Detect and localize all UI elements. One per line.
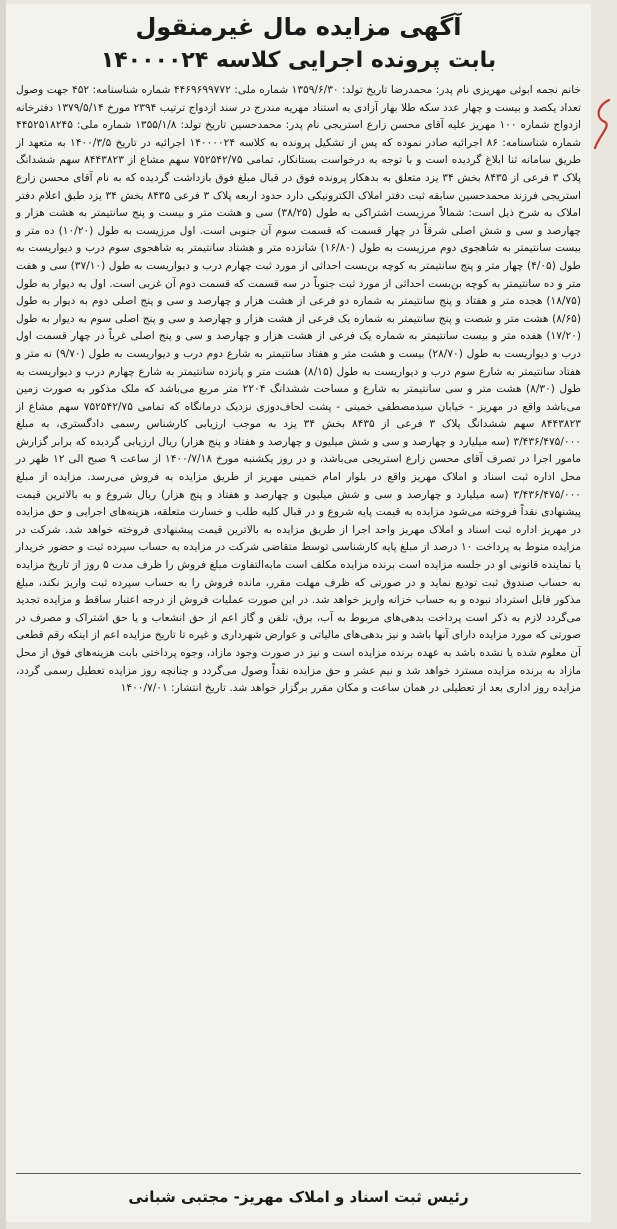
notice-sheet bbox=[6, 4, 591, 1222]
notice-body bbox=[16, 82, 581, 698]
red-pen-mark-icon bbox=[591, 96, 613, 156]
notice-subtitle: بابت پرونده اجرایی کلاسه ۱۴۰۰۰۰۲۴ bbox=[100, 48, 497, 73]
notice-title: آگهی مزایده مال غیرمنقول bbox=[135, 13, 462, 41]
signature-divider bbox=[16, 1173, 581, 1174]
notice-signature: رئیس ثبت اسناد و املاک مهریز- مجتبی شبانی bbox=[128, 1188, 469, 1206]
notice-paragraph: خانم نجمه ابوئی مهریزی نام پدر: محمدرضا تاریخ تولد: ۱۳۵۹/۶/۳۰ شماره ملی: ۴۴۶۹۶۹۹۷۷۲ شماره شناسنامه: ۴۵۲ جهت وصول تعداد یکصد و بیست و چهار عدد سکه طلا بهار آزادی به استناد مهریه مندرج در سند ازدواج ترتیب ۲۳۹۴ مورخ ۱۳۷۹/۵/۱۴ دفترخانه ازدواج شماره ۱۰۰ مهریز علیه آقای محسن زارع استریجی نام پدر: محمدحسین تاریخ تولد: ۱۳۵۵/۱/۸ شماره ملی: ۴۴۵۲۵۱۸۲۴۵ شماره شناسنامه: ۸۶ اجرائیه صادر نموده که پس از تشکیل پرونده به کلاسه ۱۴۰۰۰۰۲۴ اجرائیه در تاریخ ۱۴۰۰/۳/۵ به متعهد از طریق سامانه ثنا ابلاغ گردیده است و با توجه به درخواست بستانکار، تمامی ۷۵۲۵۴۲/۷۵ سهم مشاع از ۸۴۴۳۸۲۳ سهم ششدانگ پلاک ۳ فرعی از ۸۴۳۵ بخش ۳۴ یزد متعلق به بدهکار پرونده فوق در قبال مبلغ فوق بازداشت گردیده که به نام آقای محسن زارع استریجی فرزند محمدحسین سابقه ثبت دفتر املاک الکترونیکی دارد حدود اربعه پلاک ۳ فرعی ۸۴۳۵ بخش ۳۴ یزد طبق اعلام دفتر املاک به شرح ذیل است: شمالاً مرزیست اشتراکی به طول (۳۸/۲۵) سی و هشت متر و بیست و پنج سانتیمتر به هشت هزار و چهارصد و سی و شش اصلی شرقاً در چهار قسمت که قسمت سوم آن جنوبی است. اول مرزیست به طول (۱۰/۲۰) ده متر و بیست سانتیمتر به شاهجوی دوم مرزیست به طول (۱۶/۸۰) شانزده متر و هشتاد سانتیمتر به شاهجوی سوم درب و دیواریست به طول (۴/۰۵) چهار متر و پنج سانتیمتر به کوچه بن‌بست احداثی از مورد ثبت چهارم درب و دیواریست به طول (۳۷/۱۰) سی و هفت متر و ده سانتیمتر به کوچه بن‌بست احداثی از مورد ثبت جنوباً در سه قسمت که قسمت دوم آن غربی است. اول به دیوار به طول (۱۸/۷۵) هجده متر و هفتاد و پنج سانتیمتر به شماره دو فرعی از هشت هزار و چهارصد و سی و پنج اصلی دوم به دیوار به طول (۸/۶۵) هشت متر و شصت و پنج سانتیمتر به شماره یک فرعی از هشت هزار و چهارصد و سی و پنج اصلی سوم به دیوار به طول (۱۷/۲۰) هفده متر و بیست سانتیمتر به شماره یک فرعی از هشت هزار و چهارصد و سی و پنج اصلی غرباً در چهار قسمت اول درب و دیواریست به طول (۲۸/۷۰) بیست و هشت متر و هفتاد سانتیمتر به شارع دوم درب و دیواریست به طول (۹/۷۰) نه متر و هفتاد سانتیمتر به شارع سوم درب و دیواریست به طول (۸/۱۵) هشت متر و پانزده سانتیمتر به شارع چهارم درب و دیواریست به طول (۸/۳۰) هشت متر و سی سانتیمتر به شارع و مساحت ششدانگ ۲۲۰۴ متر مربع می‌باشد که ملک مذکور به صورت زمین می‌باشد واقع در مهریز - خیابان سیدمصطفی خمینی - پشت لحاف‌دوزی نزدیک درمانگاه که تمامی ۷۵۲۵۴۲/۷۵ سهم مشاع از ۸۴۴۳۸۲۳ سهم ششدانگ پلاک ۳ فرعی از ۸۴۳۵ بخش ۳۴ یزد به موجب ارزیابی کارشناس رسمی دادگستری، به مبلغ ۳/۴۳۶/۴۷۵/۰۰۰ (سه میلیارد و چهارصد و سی و شش میلیون و چهارصد و هفتاد و پنج هزار) ریال ارزیابی گردیده که برابر گزارش مامور اجرا در تصرف آقای محسن زارع استریجی می‌باشد، و در روز یکشنبه مورخ ۱۴۰۰/۷/۱۸ از ساعت ۹ صبح الی ۱۲ ظهر در محل اداره ثبت اسناد و املاک مهریز واقع در بلوار امام خمینی مهریز از طریق مزایده به فروش می‌رسد. مزایده از مبلغ ۳/۴۳۶/۴۷۵/۰۰۰ (سه میلیارد و چهارصد و سی و شش میلیون و چهارصد و هفتاد و پنج هزار) ریال شروع و به بالاترین قیمت پیشنهادی نقداً فروخته می‌شود مزایده به قیمت پایه شروع و در قبال کلیه طلب و خسارت متعلقه، هزینه‌های اجرایی و حق مزایده در مهریز اداره ثبت اسناد و املاک مهریز واحد اجرا از طریق مزایده به بالاترین قیمت پیشنهادی فروخته خواهد شد. شرکت در مزایده منوط به پرداخت ۱۰ درصد از مبلغ پایه کارشناسی توسط متقاضی شرکت در مزایده به حساب سپرده ثبت و حضور خریدار یا نماینده قانونی او در جلسه مزایده است برنده مزایده مکلف است مابه‌التفاوت مبلغ فروش را ظرف مدت ۵ روز از تاریخ مزایده به حساب صندوق ثبت تودیع نماید و در صورتی که ظرف مهلت مقرر، مانده فروش را به حساب سپرده ثبت واریز نکند، مبلغ مذکور قابل استرداد نبوده و به حساب خزانه واریز خواهد شد. در این صورت عملیات فروش از درجه اعتبار ساقط و مزایده تجدید می‌گردد لازم به ذکر است پرداخت بدهی‌های مربوط به آب، برق، تلفن و گاز اعم از حق انشعاب و یا حق اشتراک و مصرف در صورتی که مورد مزایده دارای آنها باشد و نیز بدهی‌های مالیاتی و عوارض شهرداری و غیره تا تاریخ مزایده اعم از اینکه رقم قطعی آن معلوم شده یا نشده باشد به عهده برنده مزایده است و نیز در صورت وجود مازاد، وجوه پرداختی بابت هزینه‌های فوق از محل مازاد به برنده مزایده مسترد خواهد شد و نیم عشر و حق مزایده نقداً وصول می‌گردد و چنانچه روز مزایده تعطیل رسمی گردد، مزایده روز اداری بعد از تعطیلی در همان ساعت و مکان مقرر برگزار خواهد شد. تاریخ انتشار: ۱۴۰۰/۷/۰۱ bbox=[16, 84, 582, 695]
